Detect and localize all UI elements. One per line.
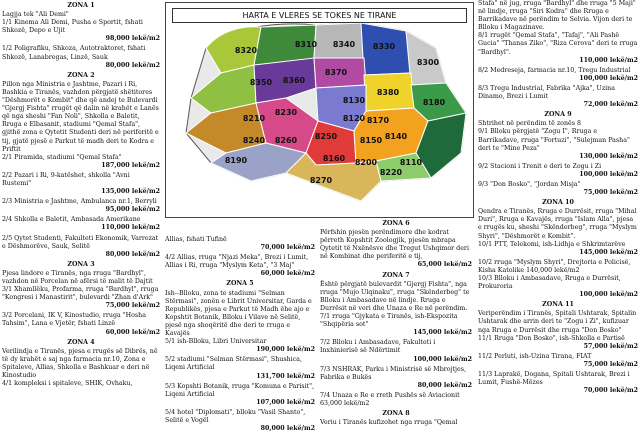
map-zone-label: 8240 [242, 136, 266, 145]
zone-description: Shtrihet në perëndim të zonës 8 [478, 120, 581, 128]
zone-description: 2/5 Qytet Studenti, Fakulteti Ekonomik, Varrezat e Dëshmorëve, Sauk, Selitë [2, 234, 159, 250]
map-zone-label: 8260 [274, 136, 298, 145]
price-per-m2: 75,000 lekë/m2 [583, 189, 638, 197]
zone-description: 8/1 rrugët "Qemal Stafa", "Tafaj", "Ali Pashë Gucia" "Thanas Ziko", "Riza Cerova" deri te rruga "Bardhyl". [478, 32, 638, 56]
map-zone-label: 8230 [274, 108, 298, 117]
zone-description: 9/2 Stacioni i Trenit e deri te Zogu i Zi [478, 162, 602, 170]
zone-description: Allias, fshati Tufinë [165, 236, 227, 243]
zone-description: 10/2 rruga "Myslym Shyri", Drejtoria e Policisë, Kisha Katolike 140,000 lekë/m2 [478, 258, 631, 274]
zone-description: 7/4 Unaza e Re e rreth Pushës së Aviacionit 63,000 lekë/m2 [320, 391, 460, 407]
zone-heading: ZONA 5 [226, 280, 254, 288]
price-per-m2: 80,000 lekë/m2 [105, 250, 160, 258]
zone-description: 1/1 Kinema Ali Demi, Pusha e Sportit, fshati Shkozë, Depo e Ujit [2, 19, 143, 35]
zone-description: 2/4 Shkolla e Baletit, Ambasada Amerikane [2, 216, 141, 224]
map-title: HARTA E VLERES SE TOKES NE TIRANE [172, 8, 467, 23]
price-per-m2: 80,000 lekë/m2 [260, 425, 315, 433]
zone-description: Veriu i Tiranës kufizohet nga rruga "Qemal [320, 419, 458, 427]
zone-description: 2/1 Piramida, stadiumi "Qemal Stafa" [2, 153, 122, 161]
zone-heading: ZONA 6 [382, 220, 410, 227]
price-per-m2: 110,000 lekë/m2 [579, 56, 638, 64]
column-2 [165, 236, 315, 443]
price-per-m2: 145,000 lekë/m2 [579, 248, 638, 256]
column-3 [320, 218, 472, 443]
map-zone-label: 8340 [332, 40, 356, 49]
price-per-m2: 65,000 lekë/m2 [417, 261, 472, 269]
zone-heading: ZONA 3 [67, 260, 95, 268]
column-4 [478, 0, 638, 443]
zone-description: Është përgjatë bulevardit "Gjergj Fishta", nga rruga "Mujo Ulqinaku", rruga "Skënderbeg" te Blloku i Ambasadave në lindje. Rruga e Durrësit në veri dhe Unaza e Re në perëndim. [320, 280, 470, 312]
map-zone-label: 8220 [379, 168, 403, 177]
zone-description: Qendra e Tiranës, Rruga e Durrësit, rruga "Mihal Duri", Rruga e Kavajës, rruga "Islam Alla", pjesa e rrugës ku, sheshi "Skënderbeg", rruga "Myslym Shyri", "Dëshmorët e Kombit". [478, 208, 637, 240]
map-zone-label: 8370 [324, 68, 348, 77]
map-zone-label: 8310 [294, 40, 318, 49]
price-per-m2: 110,000 lekë/m2 [101, 224, 160, 232]
zone-description: 11/1 Rruga "Don Bosko", ish-Shkolla e Partisë [478, 334, 625, 342]
price-per-m2: 70,000 lekë/m2 [260, 244, 315, 252]
map-zone-label: 8180 [422, 98, 446, 107]
zone-description: 7/1 rruga "Gjykata e Tiranës, ish-Ekspozita "Shqipëria sot" [320, 313, 458, 329]
price-per-m2: 130,000 lekë/m2 [579, 152, 638, 160]
price-per-m2: 131,700 lekë/m2 [256, 372, 315, 380]
price-per-m2: 107,000 lekë/m2 [256, 398, 315, 406]
price-per-m2: 100,000 lekë/m2 [413, 355, 472, 363]
zone-description: Lagjja tek "Ali Demi" [2, 11, 69, 19]
price-per-m2: 75,000 lekë/m2 [583, 360, 638, 368]
zone-description: 8/3 Tregu Industrial, Fabrika "Ajka", Uzina Dinamo, Brezi i Lumit [478, 84, 615, 101]
zone-heading: ZONA 8 [382, 410, 410, 418]
zone-description: 10/3 Blloku i Ambasadave, Rruga e Durrësit, Prokuroria [478, 275, 621, 291]
price-per-m2: 190,000 lekë/m2 [256, 346, 315, 354]
zone-description: Verilindja e Tiranës, pjesa e rrugës së Dibrës, në të dy krahët e saj nga farmacia nr.10, Zona e Spitaleve, Allias, Shkolla e Bashkuar e deri në Kinostudio [2, 347, 158, 380]
map-figure [165, 2, 474, 218]
zone-description: 7/3 NSHRAK, Parku i Ministrisë së Mbrojtjes, Fabrika e Bukës [320, 365, 466, 381]
map-zone-label: 8210 [242, 114, 266, 123]
zone-heading: ZONA 1 [67, 2, 95, 9]
map-zone-label: 8200 [354, 158, 378, 167]
zone-description: Përfshin pjesën perëndimore dhe kodrat përreth Kopshtit Zoologjik, pjesën mbrapa Qytetit të Nxënësve dhe Tregut Ushqimor deri në Kombinat dhe periferitë e tij, [320, 229, 469, 261]
price-per-m2: 98,000 lekë/m2 [105, 35, 160, 43]
price-per-m2: 70,000 lekë/m2 [583, 387, 638, 395]
map-zone-label: 8380 [376, 88, 400, 97]
zone-description: 9/1 Blloku përgjatë "Zogu I", Rruga e Barrikadave, rruga "Fortuzi", "Sulejman Pasha" deri te "Mine Peza" [478, 128, 630, 152]
price-per-m2: 60,000 lekë/m2 [105, 328, 160, 336]
zone-description: Veriperëndim i Tiranës, Spitali Ushtarak, Spitalin Ushtarak dhe arrin deri te "Zogu i Zi", kufizuar nga Rruga e Durrësit dhe rruga "Don Bosko" [478, 310, 637, 334]
zone-description: 2/3 Ministria e Jashtme, Ambulanca nr.1, Berryli [2, 198, 157, 206]
zone-description: 5/2 stadiumi "Selman Stërmasi", Shushica, Liqeni Artificial [165, 356, 302, 372]
price-per-m2: 100,000 lekë/m2 [579, 170, 638, 178]
zone-description: 10/1 PTT, Telekomi, ish-Lidhja e Shkrimtarëve [478, 240, 626, 248]
zone-description: 1/2 Poligrafiku, Shkoza, Autotraktoret, fshati Shkozë, Lanabregas, Linzë, Sauk [2, 45, 146, 61]
map-zone-label: 8250 [314, 132, 338, 141]
zone-description: 5/3 Kopshti Botanik, rruga "Komuna e Parisit", Liqeni Artificial [165, 382, 314, 398]
zone-description: 7/2 Blloku i Ambasadave, Fakulteti i Inxhinierisë së Ndërtimit [320, 339, 436, 355]
zone-heading: ZONA 2 [67, 71, 95, 79]
map-zone-label: 8300 [416, 58, 440, 67]
zone-description: Pjesa lindore e Tiranës, nga rruga "Bardhyl", vazhdon në Porcelan në afërsi të malit të Dajtit [2, 269, 153, 285]
zone-description: 8/2 Medreseja, farmacia nr.10, Tregu Industrial [478, 66, 631, 74]
map-zone-label: 8330 [372, 42, 396, 51]
zone-heading: ZONA 11 [542, 301, 574, 309]
zone-description: 2/2 Pazari i Ri, 9-katëshet, shkolla "Avni Rustemi" [2, 171, 130, 187]
zone-description: 11/2 Perluti, ish-Uzina Tirana, FIAT [478, 352, 592, 360]
price-per-m2: 60,000 lekë/m2 [260, 270, 315, 278]
price-per-m2: 135,000 lekë/m2 [101, 188, 160, 196]
map-zone-label: 8130 [342, 96, 366, 105]
column-1 [2, 0, 160, 443]
zone-heading: ZONA 9 [544, 111, 572, 119]
price-per-m2: 75,000 lekë/m2 [105, 302, 160, 310]
map-zone-label: 8110 [399, 158, 423, 167]
zone-description: Stafa" në jug, rruga "Bardhyl" dhe rruga "5 Maji" në lindje, rruga "Siri Kodra" dhe Rruga e Barrikadave në perëndim te Selvia. Vijon deri te Blloku i Magazinave. [478, 0, 636, 32]
price-per-m2: 145,000 lekë/m2 [413, 329, 472, 337]
map-zone-label: 8150 [359, 136, 383, 145]
zone-description: 11/3 Laprakë, Dogana, Spitali Ushtarak, Brezi i Lumit, Fushë-Mëzes [478, 371, 630, 387]
map-zone-label: 8320 [234, 46, 258, 55]
map-zone-label: 8360 [282, 76, 306, 85]
zone-description: 3/1 Xhamllëku, Profarma, rruga "Bardhyl", rruga "Kongresi i Manastirit", bulevardi "Zhan d'Ark" [2, 286, 159, 302]
zone-description: 4/2 Allias, rruga "Njazi Meka", Brezi i Lumit, Allias i Ri, rruga "Myslym Keta", "3 Maj" [165, 254, 309, 270]
price-per-m2: 100,000 lekë/m2 [579, 74, 638, 82]
map-zone-label: 8170 [366, 116, 390, 125]
zone-heading: ZONA 4 [67, 338, 95, 346]
price-per-m2: 100,000 lekë/m2 [579, 291, 638, 299]
price-per-m2: 95,000 lekë/m2 [105, 206, 160, 214]
price-per-m2: 57,000 lekë/m2 [583, 342, 638, 350]
map-zone-label: 8120 [342, 114, 366, 123]
zone-description: 4/1 kompleksi i spitaleve, SHIK, Ovhaku, [2, 380, 133, 388]
map-zone-label: 8270 [309, 176, 333, 185]
map-zone-label: 8350 [249, 78, 273, 87]
price-per-m2: 72,000 lekë/m2 [583, 101, 638, 109]
price-per-m2: 80,000 lekë/m2 [105, 61, 160, 69]
price-per-m2: 187,000 lekë/m2 [101, 161, 160, 169]
zone-description: 9/3 "Don Bosko", "Jordan Misja" [478, 180, 581, 188]
price-per-m2: 80,000 lekë/m2 [417, 381, 472, 389]
map-zone-label: 8160 [322, 154, 346, 163]
zone-description: 5/4 hotel "Diplomati", blloku "Vasil Shanto", Selitë e Vogël [165, 408, 306, 424]
zone-description: 3/2 Porcelani, IK V, Kinostudio, rruga "Hosha Tahsim", Lana e Vjetër, fshati Linzë [2, 312, 146, 328]
zone-description: Pillon nga Ministria e Jashtme, Pazari i Ri, Bashkia e Tiranës, vazhdon përgjatë shëtitores "Dëshmorët e Kombit" dhe që andej te Bulevardi "Gjergj Fishta" rrugët që dalin në krahët e Lanës që nga sheshi "Fan Noli", Shkolla e Baletit, Rruga e Elbasanit, stadiumi "Qemal Stafa", gjithë zona e Qytetit Studenti deri në periferitë e tij, gjatë pjesë e Parkut të madh deri te Kodra e Priftit [2, 80, 159, 153]
zone-heading: ZONA 10 [542, 199, 574, 207]
map-zone-label: 8190 [224, 156, 248, 165]
zone-description: 5/1 ish-Blloku, Libri Universitar [165, 338, 267, 346]
zone-heading: ZONA 7 [382, 271, 410, 279]
zone-description: Ish--Blloku, zona te stadiumi "Selman Stërmasi", zonën e Librit Universitar, Garda e Republikës, pjesa e Parkut të Madh ëhe ajo e Kopshtit Botanik, Blloku i Vilave në Selitë, pjesë nga shoqëritë dhe deri te rruga e Kavajës [165, 289, 312, 338]
map-zone-label: 8140 [384, 132, 408, 141]
tirana-land-value-map [166, 3, 473, 217]
